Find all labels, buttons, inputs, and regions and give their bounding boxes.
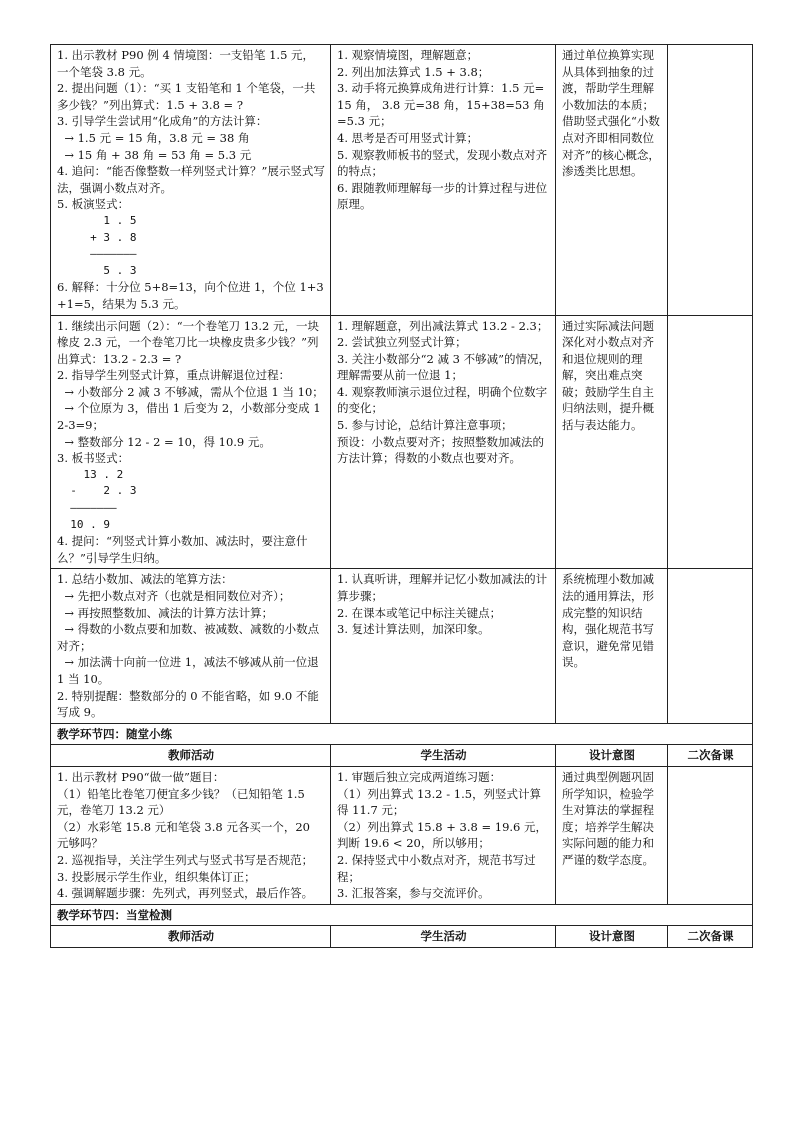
vertical-calc-line: ———————: [57, 247, 137, 261]
vertical-calc-line: 5 . 3: [57, 263, 137, 277]
vertical-calc-line: 13 . 2: [57, 467, 124, 481]
vertical-calc-line: 10 . 9: [57, 517, 110, 531]
revision-note-cell: [668, 315, 753, 569]
table-row: [51, 569, 753, 723]
revision-note-cell: [668, 45, 753, 316]
section-title-row: [51, 904, 753, 926]
student-activity-cell: 1. 理解题意，列出减法算式 13.2 - 2.3； 2. 尝试独立列竖式计算； 3. 关注小数部分“2 减 3 不够减”的情况，理解需要从前一位退 1； 4. 观察教师演示退位过程，明确个位数字的变化； 5. 参与讨论，总结计算注意事项； 预设：小数点要对齐；按照整数加减法的方法计算；得数的小数点也要对齐。: [331, 315, 556, 569]
header-intent: 设计意图: [556, 745, 668, 767]
header-revision: 二次备课: [668, 745, 753, 767]
student-activity-cell: 1. 观察情境图，理解题意； 2. 列出加法算式 1.5 + 3.8； 3. 动手将元换算成角进行计算：1.5 元=15 角， 3.8 元=38 角，15+38=53 角=5.3 元； 4. 思考是否可用竖式计算； 5. 观察教师板书的竖式，发现小数点对齐的特点； 6. 跟随教师理解每一步的计算过程与进位原理。: [331, 45, 556, 316]
student-activity-cell: 1. 认真听讲，理解并记忆小数加减法的计算步骤； 2. 在课本或笔记中标注关键点； 3. 复述计算法则，加深印象。: [331, 569, 556, 723]
lesson-plan-table: [50, 44, 753, 948]
section-title-row: [51, 723, 753, 745]
vertical-calc-line: 1 . 5: [57, 213, 137, 227]
table-row: [51, 45, 753, 316]
header-student: 学生活动: [331, 926, 556, 948]
teacher-activity-cell: 1. 总结小数加、减法的笔算方法： → 先把小数点对齐（也就是相同数位对齐）； → 再按照整数加、减法的计算方法计算； → 得数的小数点要和加数、被减数、减数的小数点对齐； → 加法满十向前一位进 1，减法不够减从前一位退 1 当 10。 2. 特别提醒：整数部分的 0 不能省略，如 9.0 不能写成 9。: [51, 569, 331, 723]
section-title: 教学环节四：随堂小练: [51, 723, 753, 745]
table-row: [51, 315, 753, 569]
teacher-activity-cell: 1. 出示教材 P90“做一做”题目： （1）铅笔比卷笔刀便宜多少钱？（已知铅笔 1.5 元，卷笔刀 13.2 元） （2）水彩笔 15.8 元和笔袋 3.8 元各买一个，20 元够吗？ 2. 巡视指导，关注学生列式与竖式书写是否规范； 3. 投影展示学生作业，组织集体订正； 4. 强调解题步骤：先列式，再列竖式，最后作答。: [51, 766, 331, 904]
header-intent: 设计意图: [556, 926, 668, 948]
vertical-calc-line: - 2 . 3: [57, 484, 137, 498]
header-row: [51, 926, 753, 948]
header-teacher: 教师活动: [51, 926, 331, 948]
table-row: [51, 766, 753, 904]
header-student: 学生活动: [331, 745, 556, 767]
vertical-calc-line: + 3 . 8: [57, 230, 137, 244]
section-title: 教学环节四：当堂检测: [51, 904, 753, 926]
design-intent-cell: 通过实际减法问题深化对小数点对齐和退位规则的理解，突出难点突破；鼓励学生自主归纳法则，提升概括与表达能力。: [556, 315, 668, 569]
vertical-calc-line: ———————: [57, 501, 117, 515]
revision-note-cell: [668, 766, 753, 904]
design-intent-cell: 通过单位换算实现从具体到抽象的过渡，帮助学生理解小数加法的本质；借助竖式强化“小数点对齐即相同数位对齐”的核心概念，渗透类比思想。: [556, 45, 668, 316]
teacher-activity-cell: 1. 继续出示问题（2）：“一个卷笔刀 13.2 元，一块橡皮 2.3 元，一个卷笔刀比一块橡皮贵多少钱？”列出算式：13.2 - 2.3 = ? 2. 指导学生列竖式计算，重点讲解退位过程： → 小数部分 2 减 3 不够减，需从个位退 1 当 10； → 个位原为 3，借出 1 后变为 2，小数部分变成 12-3=9； → 整数部分 12 - 2 = 10，得 10.9 元。 3. 板书竖式： 13 . 2 - 2 . 3 ——————— 10 . 9 4. 提问：“列竖式计算小数加、减法时，要注意什么？”引导学生归纳。: [51, 315, 331, 569]
revision-note-cell: [668, 569, 753, 723]
design-intent-cell: 通过典型例题巩固所学知识，检验学生对算法的掌握程度；培养学生解决实际问题的能力和严谨的数学态度。: [556, 766, 668, 904]
design-intent-cell: 系统梳理小数加减法的通用算法，形成完整的知识结构，强化规范书写意识，避免常见错误。: [556, 569, 668, 723]
header-teacher: 教师活动: [51, 745, 331, 767]
teacher-activity-cell: 1. 出示教材 P90 例 4 情境图：一支铅笔 1.5 元，一个笔袋 3.8 元。 2. 提出问题（1）：“买 1 支铅笔和 1 个笔袋，一共多少钱？”列出算式：1.5 + 3.8 = ? 3. 引导学生尝试用“化成角”的方法计算： → 1.5 元 = 15 角，3.8 元 = 38 角 → 15 角 + 38 角 = 53 角 = 5.3 元 4. 追问：“能否像整数一样列竖式计算？”展示竖式写法，强调小数点对齐。 5. 板演竖式： 1 . 5 + 3 . 8 ——————— 5 . 3 6. 解释：十分位 5+8=13，向个位进 1，个位 1+3+1=5，结果为 5.3 元。: [51, 45, 331, 316]
header-row: [51, 745, 753, 767]
header-revision: 二次备课: [668, 926, 753, 948]
student-activity-cell: 1. 审题后独立完成两道练习题： （1）列出算式 13.2 - 1.5，列竖式计算得 11.7 元； （2）列出算式 15.8 + 3.8 = 19.6 元，判断 19.6 < 20，所以够用； 2. 保持竖式中小数点对齐，规范书写过程； 3. 汇报答案，参与交流评价。: [331, 766, 556, 904]
